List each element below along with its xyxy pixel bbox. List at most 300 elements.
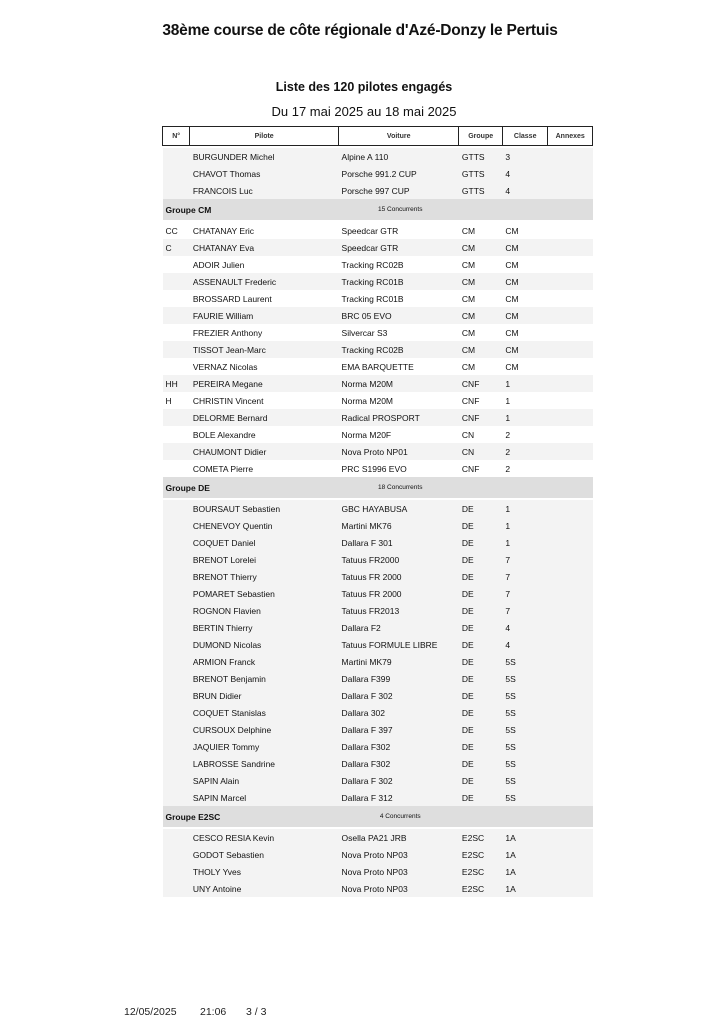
table-row	[163, 670, 593, 687]
cell-class: 1A	[502, 863, 548, 880]
table-row	[163, 602, 593, 619]
table-row	[163, 392, 593, 409]
cell-car: Osella PA21 JRB	[339, 829, 459, 846]
cell-car: Dallara F 301	[339, 534, 459, 551]
cell-pilot: SAPIN Alain	[190, 772, 339, 789]
table-row	[163, 307, 593, 324]
cell-class: 5S	[502, 738, 548, 755]
cell-num	[163, 551, 190, 568]
cell-annexes	[548, 460, 593, 477]
cell-car: Martini MK79	[339, 653, 459, 670]
cell-class: CM	[505, 293, 519, 304]
cell-group: DE	[459, 755, 503, 772]
cell-annexes	[548, 392, 593, 409]
cell-car: Dallara 302	[339, 704, 459, 721]
cell-class: 1A	[502, 829, 548, 846]
cell-annexes	[548, 551, 593, 568]
cell-annexes	[548, 772, 593, 789]
cell-annexes	[548, 863, 593, 880]
cell-group: DE	[459, 721, 503, 738]
cell-num	[163, 568, 190, 585]
cell-num	[163, 460, 190, 477]
cell-group: DE	[459, 789, 503, 806]
cell-num	[163, 772, 190, 789]
cell-num	[163, 443, 190, 460]
cell-group: DE	[459, 687, 503, 704]
cell-num	[163, 500, 190, 517]
group-header-row	[163, 806, 593, 827]
cell-group: E2SC	[459, 863, 503, 880]
entries-table	[162, 126, 593, 897]
cell-num	[163, 341, 190, 358]
cell-pilot: DUMOND Nicolas	[190, 636, 339, 653]
cell-annexes	[548, 409, 593, 426]
cell-annexes	[548, 307, 593, 324]
list-subtitle: Liste des 120 pilotes engagés	[275, 80, 453, 94]
cell-class: 1	[502, 500, 548, 517]
cell-annexes	[548, 585, 593, 602]
cell-class: 1A	[502, 846, 548, 863]
cell-num	[163, 636, 190, 653]
cell-car: Tatuus FR2013	[339, 602, 459, 619]
cell-car: Norma M20M	[339, 375, 459, 392]
cell-class: 4	[502, 182, 548, 199]
cell-annexes	[548, 755, 593, 772]
cell-group: CM	[461, 361, 476, 372]
table-row	[163, 619, 593, 636]
cell-class: 5S	[502, 687, 548, 704]
table-row	[163, 517, 593, 534]
cell-car: Alpine A 110	[339, 148, 459, 165]
cell-pilot: FREZIER Anthony	[192, 327, 263, 338]
table-row	[163, 426, 593, 443]
group-competitor-count: 4 Concurrents	[339, 806, 459, 827]
cell-group: DE	[459, 619, 503, 636]
cell-group: CM	[461, 293, 476, 304]
column-header-class: Classe	[502, 127, 548, 146]
cell-car: EMA BARQUETTE	[341, 361, 414, 372]
group-filler	[459, 477, 593, 498]
cell-class: 5S	[502, 653, 548, 670]
footer-page-number: 3 / 3	[246, 1006, 267, 1018]
cell-annexes	[548, 636, 593, 653]
cell-car: Dallara F 312	[339, 789, 459, 806]
cell-pilot: CHENEVOY Quentin	[190, 517, 339, 534]
cell-class: 1	[502, 409, 548, 426]
cell-car: Silvercar S3	[341, 327, 388, 338]
cell-annexes	[548, 880, 593, 897]
table-row	[163, 273, 593, 290]
cell-annexes	[548, 704, 593, 721]
cell-car: Dallara F302	[339, 755, 459, 772]
cell-pilot: COQUET Stanislas	[190, 704, 339, 721]
table-row	[163, 772, 593, 789]
cell-class: 2	[505, 429, 511, 440]
footer-time: 21:06	[200, 1006, 227, 1018]
table-row	[163, 375, 593, 392]
cell-class: 2	[502, 443, 548, 460]
cell-num	[163, 863, 190, 880]
cell-group: DE	[459, 772, 503, 789]
cell-car: Speedcar GTR	[339, 239, 459, 256]
cell-group: GTTS	[459, 182, 503, 199]
table-row	[163, 165, 593, 182]
cell-pilot: CHATANAY Eva	[190, 239, 339, 256]
column-header-annexes: Annexes	[548, 127, 593, 146]
cell-class: 4	[502, 165, 548, 182]
cell-group: DE	[459, 517, 503, 534]
cell-pilot: BRENOT Thierry	[190, 568, 339, 585]
cell-num	[163, 358, 190, 375]
cell-class: 7	[502, 551, 548, 568]
cell-num	[163, 602, 190, 619]
cell-group: CNF	[461, 395, 480, 406]
cell-class: CM	[502, 239, 548, 256]
cell-annexes	[548, 568, 593, 585]
footer-date: 12/05/2025	[124, 1006, 177, 1018]
table-row	[163, 409, 593, 426]
cell-pilot: JAQUIER Tommy	[190, 738, 339, 755]
table-row	[163, 358, 593, 375]
cell-class: 7	[502, 602, 548, 619]
cell-group: DE	[459, 636, 503, 653]
column-header-pilot: Pilote	[190, 127, 339, 146]
table-row	[163, 222, 593, 239]
cell-annexes	[548, 653, 593, 670]
page-title: 38ème course de côte régionale d'Azé-Donzy le Pertuis	[162, 22, 558, 39]
cell-num	[163, 307, 190, 324]
table-row	[163, 551, 593, 568]
table-row	[163, 148, 593, 165]
cell-num	[163, 687, 190, 704]
cell-car: GBC HAYABUSA	[339, 500, 459, 517]
cell-group: CM	[459, 307, 503, 324]
cell-car: Dallara F 302	[339, 687, 459, 704]
cell-pilot: LABROSSE Sandrine	[190, 755, 339, 772]
cell-class: 5S	[502, 772, 548, 789]
table-row	[163, 585, 593, 602]
cell-num: CC	[165, 225, 178, 236]
table-header-row	[163, 127, 593, 146]
cell-group: CM	[459, 341, 503, 358]
cell-pilot: SAPIN Marcel	[190, 789, 339, 806]
cell-class: CM	[502, 341, 548, 358]
cell-group: DE	[459, 585, 503, 602]
cell-class: CM	[505, 327, 519, 338]
group-header-row	[163, 477, 593, 498]
cell-pilot: BOURSAUT Sebastien	[190, 500, 339, 517]
cell-car: Dallara F2	[339, 619, 459, 636]
table-row	[163, 182, 593, 199]
cell-num	[163, 755, 190, 772]
cell-pilot: ARMION Franck	[190, 653, 339, 670]
cell-annexes	[548, 670, 593, 687]
cell-num	[163, 653, 190, 670]
cell-car: Norma M20M	[341, 395, 394, 406]
cell-annexes	[548, 290, 593, 307]
cell-car: Nova Proto NP03	[339, 880, 459, 897]
cell-group: DE	[459, 500, 503, 517]
table-row	[163, 443, 593, 460]
cell-annexes	[548, 256, 593, 273]
cell-group: CM	[459, 273, 503, 290]
cell-pilot: BERTIN Thierry	[190, 619, 339, 636]
cell-annexes	[548, 324, 593, 341]
group-filler	[459, 806, 593, 827]
cell-car: Tatuus FR2000	[339, 551, 459, 568]
cell-class: CM	[505, 225, 519, 236]
cell-num	[163, 534, 190, 551]
cell-num	[163, 426, 190, 443]
table-row	[163, 863, 593, 880]
cell-num	[163, 738, 190, 755]
cell-pilot: BRENOT Lorelei	[190, 551, 339, 568]
cell-class: 1	[502, 375, 548, 392]
cell-group: CM	[461, 259, 476, 270]
table-row	[163, 534, 593, 551]
group-header-row	[163, 199, 593, 220]
table-row	[163, 341, 593, 358]
cell-group: CNF	[461, 463, 480, 474]
cell-pilot: ROGNON Flavien	[190, 602, 339, 619]
cell-pilot: CHAUMONT Didier	[190, 443, 339, 460]
cell-car: Tatuus FR 2000	[339, 568, 459, 585]
cell-annexes	[548, 222, 593, 239]
cell-pilot: CURSOUX Delphine	[190, 721, 339, 738]
cell-group: DE	[459, 670, 503, 687]
cell-car: Tracking RC02B	[339, 341, 459, 358]
cell-pilot: THOLY Yves	[190, 863, 339, 880]
cell-class: 1A	[502, 880, 548, 897]
cell-pilot: COMETA Pierre	[192, 463, 254, 474]
cell-pilot: GODOT Sebastien	[190, 846, 339, 863]
table-row	[163, 460, 593, 477]
cell-pilot: PEREIRA Megane	[190, 375, 339, 392]
cell-car: BRC 05 EVO	[339, 307, 459, 324]
cell-car: Tatuus FR 2000	[339, 585, 459, 602]
table-row	[163, 704, 593, 721]
cell-class: 1	[502, 534, 548, 551]
cell-class: 7	[502, 585, 548, 602]
cell-pilot: CHATANAY Eric	[192, 225, 255, 236]
cell-group: DE	[459, 551, 503, 568]
cell-group: E2SC	[459, 829, 503, 846]
group-label: Groupe CM	[163, 199, 339, 220]
cell-class: 2	[505, 463, 511, 474]
cell-group: CN	[461, 429, 475, 440]
cell-pilot: ADOIR Julien	[192, 259, 245, 270]
column-header-num: N°	[163, 127, 190, 146]
cell-group: CM	[461, 327, 476, 338]
table-row	[163, 636, 593, 653]
cell-car: Porsche 991.2 CUP	[339, 165, 459, 182]
date-range: Du 17 mai 2025 au 18 mai 2025	[271, 104, 457, 119]
cell-pilot: CESCO RESIA Kevin	[190, 829, 339, 846]
cell-annexes	[548, 619, 593, 636]
cell-pilot: CHRISTIN Vincent	[192, 395, 264, 406]
cell-num: C	[163, 239, 190, 256]
cell-num	[163, 182, 190, 199]
cell-annexes	[548, 273, 593, 290]
cell-group: CNF	[459, 375, 503, 392]
cell-class: 7	[502, 568, 548, 585]
cell-group: DE	[459, 534, 503, 551]
cell-num	[163, 409, 190, 426]
cell-class: 5S	[502, 755, 548, 772]
table-row	[163, 256, 593, 273]
cell-pilot: BOLE Alexandre	[192, 429, 256, 440]
cell-pilot: FRANCOIS Luc	[190, 182, 339, 199]
cell-car: Martini MK76	[339, 517, 459, 534]
cell-car: Dallara F302	[339, 738, 459, 755]
cell-car: Speedcar GTR	[341, 225, 399, 236]
table-row	[163, 755, 593, 772]
cell-class: 1	[502, 517, 548, 534]
cell-pilot: BRUN Didier	[190, 687, 339, 704]
table-row	[163, 324, 593, 341]
cell-annexes	[548, 148, 593, 165]
cell-car: Dallara F399	[339, 670, 459, 687]
column-header-group: Groupe	[459, 127, 503, 146]
cell-class: 4	[502, 619, 548, 636]
cell-num	[163, 670, 190, 687]
cell-num	[163, 517, 190, 534]
cell-num: HH	[163, 375, 190, 392]
cell-group: GTTS	[459, 165, 503, 182]
cell-group: DE	[459, 653, 503, 670]
cell-class: 5S	[502, 721, 548, 738]
table-row	[163, 789, 593, 806]
cell-num	[163, 148, 190, 165]
table-row	[163, 721, 593, 738]
cell-num	[163, 256, 190, 273]
cell-annexes	[548, 426, 593, 443]
cell-car: Nova Proto NP01	[339, 443, 459, 460]
cell-annexes	[548, 789, 593, 806]
cell-class: CM	[502, 307, 548, 324]
cell-car: PRC S1996 EVO	[341, 463, 407, 474]
cell-car: Porsche 997 CUP	[339, 182, 459, 199]
cell-group: DE	[459, 602, 503, 619]
cell-num	[163, 619, 190, 636]
cell-annexes	[548, 443, 593, 460]
table-row	[163, 846, 593, 863]
cell-num	[163, 585, 190, 602]
cell-car: Norma M20F	[341, 429, 392, 440]
cell-group: DE	[459, 568, 503, 585]
cell-annexes	[548, 846, 593, 863]
cell-class: CM	[502, 273, 548, 290]
group-label: Groupe DE	[163, 477, 339, 498]
cell-pilot: BROSSARD Laurent	[192, 293, 272, 304]
group-competitor-count: 18 Concurrents	[339, 477, 459, 498]
table-row	[163, 290, 593, 307]
cell-group: CN	[459, 443, 503, 460]
cell-class: 4	[502, 636, 548, 653]
table-row	[163, 653, 593, 670]
cell-num	[163, 880, 190, 897]
cell-annexes	[548, 500, 593, 517]
cell-class: 5S	[502, 670, 548, 687]
cell-class: 5S	[502, 789, 548, 806]
cell-num	[163, 704, 190, 721]
cell-car: Tracking RC01B	[339, 273, 459, 290]
table-body	[163, 146, 593, 898]
cell-num	[163, 165, 190, 182]
table-row	[163, 738, 593, 755]
column-header-car: Voiture	[339, 127, 459, 146]
cell-annexes	[548, 341, 593, 358]
group-label: Groupe E2SC	[163, 806, 339, 827]
cell-annexes	[548, 738, 593, 755]
cell-group: DE	[459, 704, 503, 721]
cell-car: Tracking RC02B	[341, 259, 404, 270]
cell-group: DE	[459, 738, 503, 755]
cell-annexes	[548, 182, 593, 199]
group-competitor-count: 15 Concurrents	[339, 199, 459, 220]
cell-pilot: POMARET Sebastien	[190, 585, 339, 602]
cell-car: Radical PROSPORT	[339, 409, 459, 426]
cell-group: E2SC	[459, 846, 503, 863]
cell-annexes	[548, 375, 593, 392]
cell-pilot: BURGUNDER Michel	[190, 148, 339, 165]
cell-num: H	[165, 395, 172, 406]
cell-num	[163, 324, 190, 341]
cell-annexes	[548, 165, 593, 182]
cell-car: Nova Proto NP03	[339, 863, 459, 880]
cell-group: GTTS	[459, 148, 503, 165]
cell-car: Tracking RC01B	[341, 293, 404, 304]
cell-group: E2SC	[459, 880, 503, 897]
cell-annexes	[548, 829, 593, 846]
cell-pilot: DELORME Bernard	[190, 409, 339, 426]
cell-annexes	[548, 358, 593, 375]
cell-pilot: ASSENAULT Frederic	[190, 273, 339, 290]
cell-num	[163, 290, 190, 307]
table-row	[163, 568, 593, 585]
cell-group: CM	[461, 225, 476, 236]
cell-pilot: BRENOT Benjamin	[190, 670, 339, 687]
table-row	[163, 829, 593, 846]
cell-class: 1	[505, 395, 511, 406]
cell-annexes	[548, 534, 593, 551]
cell-car: Dallara F 397	[339, 721, 459, 738]
cell-pilot: FAURIE William	[190, 307, 339, 324]
cell-pilot: TISSOT Jean-Marc	[190, 341, 339, 358]
cell-annexes	[548, 517, 593, 534]
cell-num	[163, 721, 190, 738]
cell-annexes	[548, 721, 593, 738]
cell-num	[163, 829, 190, 846]
group-filler	[459, 199, 593, 220]
cell-num	[163, 846, 190, 863]
cell-pilot: VERNAZ Nicolas	[192, 361, 258, 372]
cell-annexes	[548, 687, 593, 704]
cell-group: CNF	[459, 409, 503, 426]
cell-class: CM	[505, 361, 519, 372]
cell-pilot: CHAVOT Thomas	[190, 165, 339, 182]
table-row	[163, 500, 593, 517]
cell-group: CM	[459, 239, 503, 256]
cell-pilot: UNY Antoine	[190, 880, 339, 897]
cell-class: 3	[502, 148, 548, 165]
table-row	[163, 880, 593, 897]
cell-class: 5S	[502, 704, 548, 721]
cell-car: Nova Proto NP03	[339, 846, 459, 863]
cell-car: Dallara F 302	[339, 772, 459, 789]
cell-annexes	[548, 602, 593, 619]
table-row	[163, 239, 593, 256]
